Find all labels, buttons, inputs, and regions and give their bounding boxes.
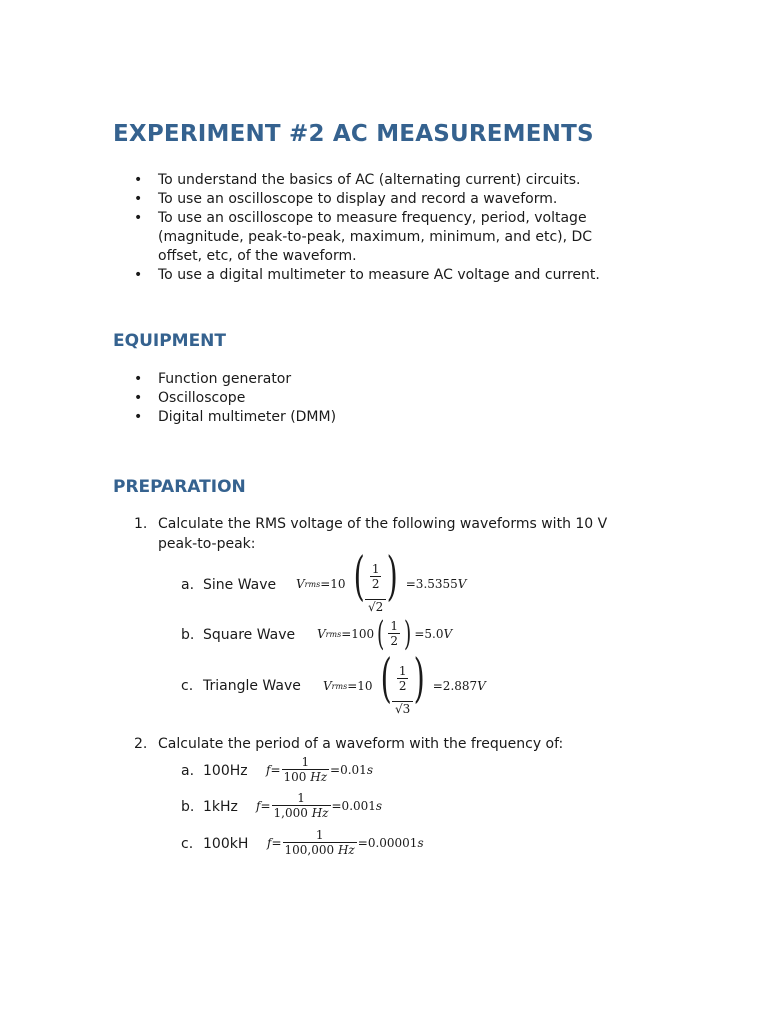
- sub-item-label: 100Hz: [203, 763, 248, 779]
- sub-label: c.: [181, 836, 194, 852]
- sub-item-label: Square Wave: [203, 627, 296, 643]
- square-formula: V rms =100 ( $\frac{1}{2}$ ) =5.0 V: [317, 614, 453, 654]
- question-number: 1.: [134, 516, 148, 532]
- period-formula-100hz: f = $\frac{1}{100 Hz}$ =0.01 s: [266, 755, 373, 784]
- sub-label: c.: [181, 678, 194, 694]
- list-item: • Digital multimeter (DMM): [0, 408, 628, 427]
- period-formula-100khz: f = $\frac{1}{100,000 Hz}$ =0.00001 s: [267, 828, 424, 857]
- sub-item-label: Triangle Wave: [203, 678, 301, 694]
- sub-label: b.: [181, 799, 195, 815]
- question-text: Calculate the period of a waveform with the frequency of:: [158, 736, 564, 752]
- list-item: • To use an oscilloscope to display and record a waveform.: [0, 190, 628, 209]
- question-text: peak-to-peak:: [158, 536, 256, 552]
- equipment-list: [0, 370, 628, 427]
- list-item: • To use a digital multimeter to measure AC voltage and current.: [0, 266, 628, 285]
- sub-item-label: Sine Wave: [203, 577, 277, 593]
- preparation-heading: PREPARATION: [113, 477, 246, 497]
- objectives-list: [0, 171, 628, 285]
- sine-formula: V rms =10 ( $\frac{1}{2}$ ) √ 2 =3.5355 V: [296, 552, 466, 616]
- sub-label: a.: [181, 577, 195, 593]
- list-item: • Oscilloscope: [0, 389, 628, 408]
- sub-item-label: 1kHz: [203, 799, 238, 815]
- sub-label: a.: [181, 763, 195, 779]
- sub-label: b.: [181, 627, 195, 643]
- list-item: • To use an oscilloscope to measure frequency, period, voltage (magnitude, peak-to-peak, maximum, minimum, and etc), DC offset, etc, of the waveform.: [0, 209, 618, 266]
- triangle-formula: V rms =10 ( $\frac{1}{2}$ ) √ 3 =2.887 V: [323, 654, 486, 718]
- list-item: • Function generator: [0, 370, 628, 389]
- sub-item-label: 100kH: [203, 836, 249, 852]
- list-item: • To understand the basics of AC (alternating current) circuits.: [0, 171, 628, 190]
- equipment-heading: EQUIPMENT: [113, 331, 227, 351]
- period-formula-1khz: f = $\frac{1}{1,000 Hz}$ =0.001 s: [256, 791, 383, 820]
- question-number: 2.: [134, 736, 148, 752]
- page-title: EXPERIMENT #2 AC MEASUREMENTS: [113, 121, 594, 147]
- question-text: Calculate the RMS voltage of the following waveforms with 10 V: [158, 516, 608, 532]
